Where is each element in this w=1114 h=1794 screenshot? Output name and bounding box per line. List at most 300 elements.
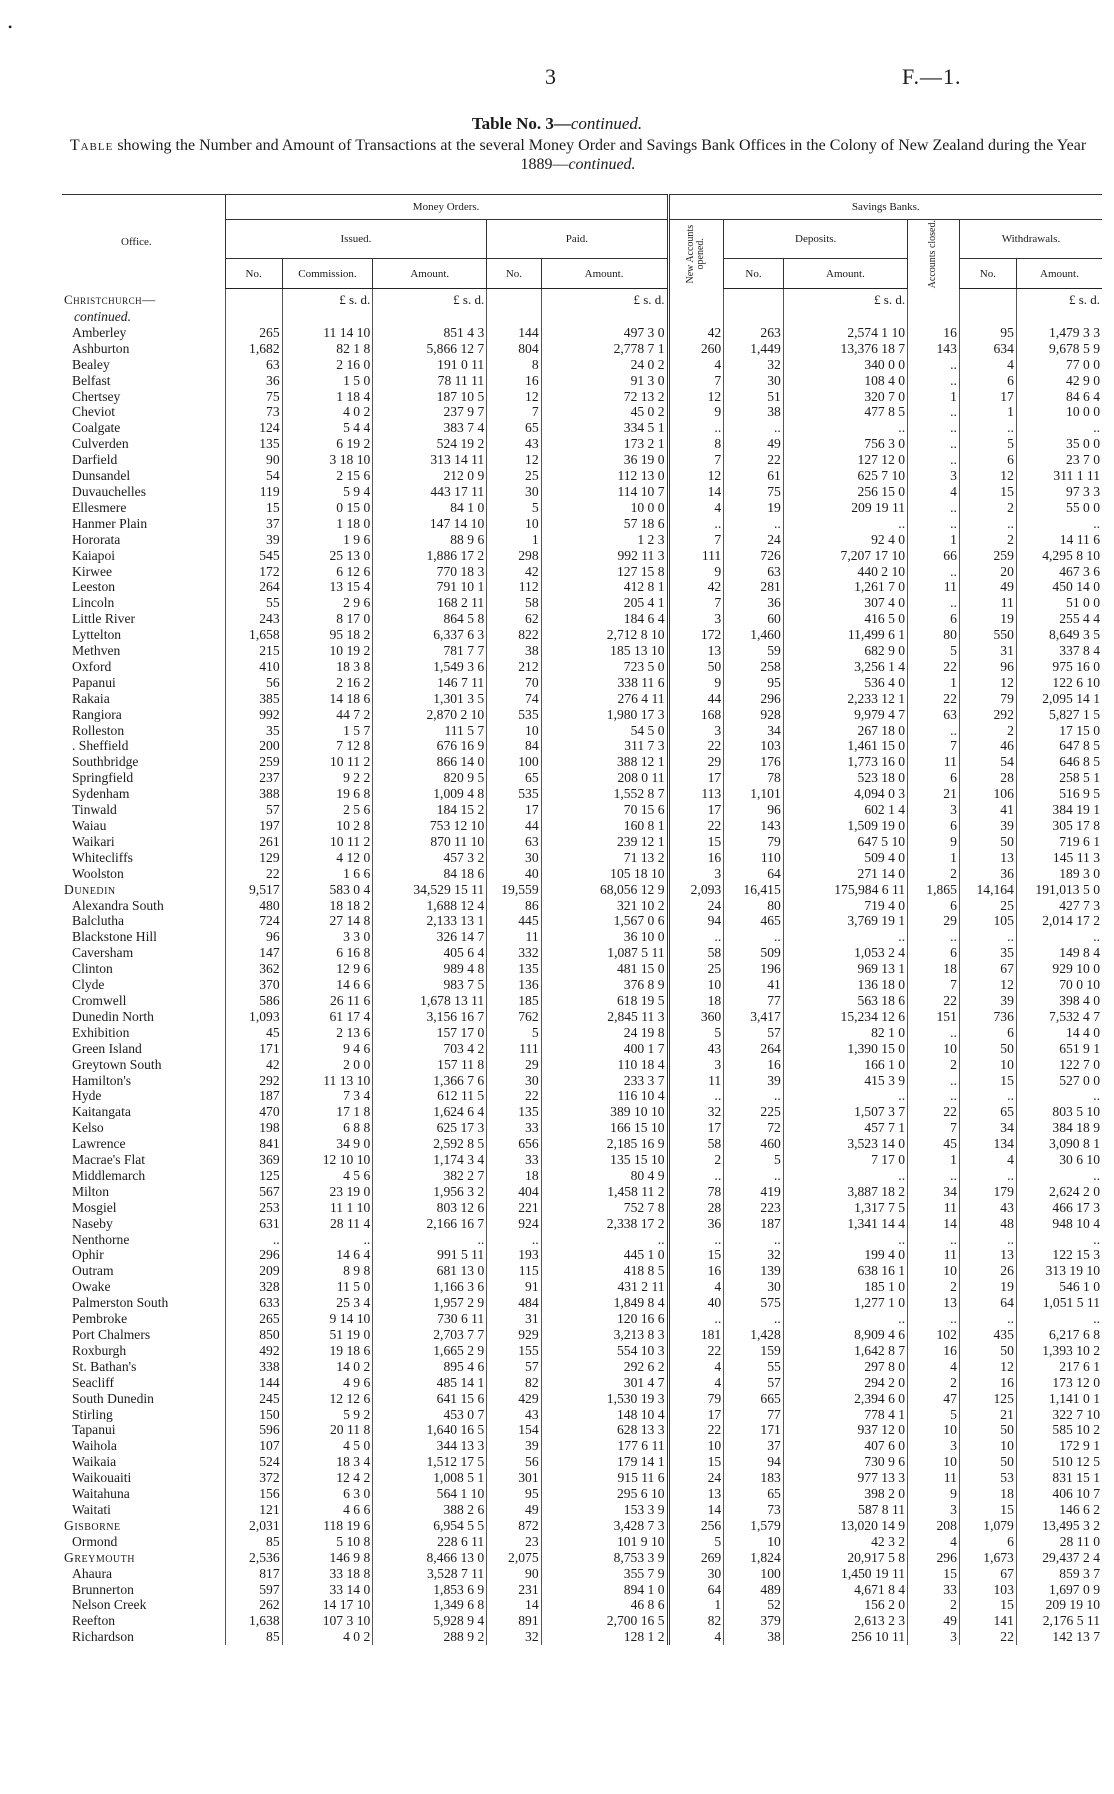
office-name xyxy=(62,929,225,945)
paid-no-cell: 762 xyxy=(487,1009,541,1025)
paid-amount-cell: 1,552 8 7 xyxy=(541,786,668,802)
issued-commission-cell: 2 16 2 xyxy=(282,675,373,691)
paid-no-cell: 10 xyxy=(487,516,541,532)
deposits-no-cell: 75 xyxy=(724,484,784,500)
issued-amount-cell: 405 6 4 xyxy=(373,945,487,961)
paid-no-cell: 8 xyxy=(487,357,541,373)
paid-no-cell: 100 xyxy=(487,754,541,770)
issued-commission-cell: 7 3 4 xyxy=(282,1088,373,1104)
office-header: Office. xyxy=(62,195,225,289)
office-name-text: Ashburton xyxy=(72,340,130,356)
office-name-text: Amberley xyxy=(72,324,127,340)
table-row xyxy=(62,786,1102,802)
deposits-no-cell: 171 xyxy=(724,1422,784,1438)
new-accounts-cell: 9 xyxy=(668,675,724,691)
accounts-closed-cell: 22 xyxy=(908,1104,960,1120)
paid-no-cell: 10 xyxy=(487,723,541,739)
accounts-closed-cell: 11 xyxy=(908,1470,960,1486)
deposits-no-cell: 379 xyxy=(724,1613,784,1629)
paid-amount-cell: 116 10 4 xyxy=(541,1088,668,1104)
issued-no-cell: 338 xyxy=(225,1359,282,1375)
issued-commission-cell: 25 3 4 xyxy=(282,1295,373,1311)
deposits-amount-cell: .. xyxy=(783,1311,907,1327)
deposits-amount-cell: 563 18 6 xyxy=(783,993,907,1009)
withdrawals-no-cell: 36 xyxy=(959,866,1016,882)
office-name xyxy=(62,1168,225,1184)
withdrawals-no-cell: 103 xyxy=(959,1582,1016,1598)
paid-amount-cell: 8,753 3 9 xyxy=(541,1550,668,1566)
office-name-text: Brunnerton xyxy=(72,1581,134,1597)
issued-amount-cell: 803 12 6 xyxy=(373,1200,487,1216)
withdrawals-no-cell: 259 xyxy=(959,548,1016,564)
office-name xyxy=(62,1486,225,1502)
accounts-closed-cell: 296 xyxy=(908,1550,960,1566)
withdrawals-no-cell: 6 xyxy=(959,373,1016,389)
accounts-closed-cell: 10 xyxy=(908,1422,960,1438)
withdrawals-no-cell: .. xyxy=(959,420,1016,436)
deposits-no-cell: 281 xyxy=(724,579,784,595)
withdrawals-no-cell: 26 xyxy=(959,1263,1016,1279)
deposits-amount-cell: 1,642 8 7 xyxy=(783,1343,907,1359)
office-name xyxy=(62,913,225,929)
issued-commission-cell: 51 19 0 xyxy=(282,1327,373,1343)
withdrawals-no-cell: 736 xyxy=(959,1009,1016,1025)
office-name xyxy=(62,1629,225,1645)
new-accounts-cell: 79 xyxy=(668,1391,724,1407)
office-name xyxy=(62,1152,225,1168)
new-accounts-cell: 50 xyxy=(668,659,724,675)
withdrawals-amount-cell: 4,295 8 10 xyxy=(1016,548,1102,564)
issued-no-cell: 261 xyxy=(225,834,282,850)
paid-no-cell: 221 xyxy=(487,1200,541,1216)
deposits-header: Deposits. xyxy=(724,220,908,259)
new-accounts-cell: 181 xyxy=(668,1327,724,1343)
paid-amount-cell: 1,980 17 3 xyxy=(541,707,668,723)
issued-commission-cell: 10 2 8 xyxy=(282,818,373,834)
new-accounts-cell: 28 xyxy=(668,1200,724,1216)
deposits-amount-cell: .. xyxy=(783,929,907,945)
table-row xyxy=(62,1629,1102,1645)
issued-amount-cell: 612 11 5 xyxy=(373,1088,487,1104)
paid-amount-cell: 1,458 11 2 xyxy=(541,1184,668,1200)
deposits-no-cell: 80 xyxy=(724,898,784,914)
paid-amount-cell: 36 10 0 xyxy=(541,929,668,945)
table-row xyxy=(62,1407,1102,1423)
paid-no-cell: 891 xyxy=(487,1613,541,1629)
accounts-closed-cell: 16 xyxy=(908,325,960,341)
paid-no-cell: 29 xyxy=(487,1057,541,1073)
paid-no-cell: 56 xyxy=(487,1454,541,1470)
issued-commission-cell: 1 5 0 xyxy=(282,373,373,389)
issued-commission-cell: 10 19 2 xyxy=(282,643,373,659)
office-name-text: Lyttelton xyxy=(72,627,122,643)
issued-no-cell: 480 xyxy=(225,898,282,914)
issued-amount-cell: 1,678 13 11 xyxy=(373,993,487,1009)
issued-amount-cell: 168 2 11 xyxy=(373,595,487,611)
issued-commission-cell: 6 16 8 xyxy=(282,945,373,961)
withdrawals-no-cell: 12 xyxy=(959,675,1016,691)
accounts-closed-cell: 6 xyxy=(908,945,960,961)
issued-amount-cell: 6,337 6 3 xyxy=(373,627,487,643)
paid-amount-cell: 120 16 6 xyxy=(541,1311,668,1327)
office-name-text: Owake xyxy=(72,1279,111,1295)
issued-amount-cell: 146 7 11 xyxy=(373,675,487,691)
paid-no-cell: 872 xyxy=(487,1518,541,1534)
issued-no-cell: 850 xyxy=(225,1327,282,1343)
deposits-amount-cell: 2,394 6 0 xyxy=(783,1391,907,1407)
withdrawals-amount-cell: 305 17 8 xyxy=(1016,818,1102,834)
office-name xyxy=(62,945,225,961)
withdrawals-no-cell: .. xyxy=(959,1311,1016,1327)
withdrawals-no-cell: 49 xyxy=(959,579,1016,595)
deposits-no-cell: 187 xyxy=(724,1216,784,1232)
paid-amount-cell: 295 6 10 xyxy=(541,1486,668,1502)
office-name-text: South Dunedin xyxy=(72,1390,154,1406)
issued-no-cell: 369 xyxy=(225,1152,282,1168)
paid-amount-cell: 112 13 0 xyxy=(541,468,668,484)
office-name-text: Oxford xyxy=(72,658,112,674)
new-accounts-cell: 12 xyxy=(668,389,724,405)
blank-cell xyxy=(487,309,541,325)
deposits-amount-cell: 20,917 5 8 xyxy=(783,1550,907,1566)
office-name-text: Rolleston xyxy=(72,722,125,738)
issued-no-cell: 63 xyxy=(225,357,282,373)
new-accounts-cell: .. xyxy=(668,516,724,532)
office-name xyxy=(62,1247,225,1263)
office-name xyxy=(62,1343,225,1359)
issued-no-cell: .. xyxy=(225,1232,282,1248)
table-row xyxy=(62,436,1102,452)
withdrawals-no-cell: 179 xyxy=(959,1184,1016,1200)
paid-amount-cell: 2,778 7 1 xyxy=(541,341,668,357)
issued-no-cell: 15 xyxy=(225,500,282,516)
issued-commission-cell: 11 14 10 xyxy=(282,325,373,341)
withdrawals-no-cell: 31 xyxy=(959,643,1016,659)
issued-no-cell: 197 xyxy=(225,818,282,834)
issued-commission-cell: 18 3 8 xyxy=(282,659,373,675)
issued-amount-cell: 2,870 2 10 xyxy=(373,707,487,723)
withdrawals-amount-cell: 10 0 0 xyxy=(1016,404,1102,420)
new-accounts-cell: 3 xyxy=(668,866,724,882)
paid-amount-cell: 205 4 1 xyxy=(541,595,668,611)
withdrawals-amount-cell: 313 19 10 xyxy=(1016,1263,1102,1279)
deposits-no-cell: 1,579 xyxy=(724,1518,784,1534)
paid-amount-cell: 915 11 6 xyxy=(541,1470,668,1486)
deposits-amount-cell: 256 15 0 xyxy=(783,484,907,500)
withdrawals-no-cell: 125 xyxy=(959,1391,1016,1407)
currency-cell xyxy=(724,289,784,310)
deposits-no-cell: 72 xyxy=(724,1120,784,1136)
table-title: Table No. 3—continued. xyxy=(471,114,643,133)
issued-amount-cell: 681 13 0 xyxy=(373,1263,487,1279)
deposits-no-cell: 139 xyxy=(724,1263,784,1279)
deposits-amount-cell: 415 3 9 xyxy=(783,1073,907,1089)
withdrawals-amount-cell: 1,141 0 1 xyxy=(1016,1391,1102,1407)
deposits-no-cell: 10 xyxy=(724,1534,784,1550)
office-name xyxy=(62,564,225,580)
paid-amount-cell: 481 15 0 xyxy=(541,961,668,977)
paid-no-cell: 154 xyxy=(487,1422,541,1438)
deposits-no-cell: .. xyxy=(724,516,784,532)
savings-banks-header: Savings Banks. xyxy=(668,195,1102,220)
accounts-closed-cell: 11 xyxy=(908,754,960,770)
withdrawals-amount-cell: 28 11 0 xyxy=(1016,1534,1102,1550)
office-name-text: Alexandra South xyxy=(72,897,164,913)
new-accounts-cell: .. xyxy=(668,929,724,945)
deposits-amount-cell: 11,499 6 1 xyxy=(783,627,907,643)
accounts-closed-cell: .. xyxy=(908,357,960,373)
issued-commission-cell: 6 19 2 xyxy=(282,436,373,452)
paid-no-cell: 30 xyxy=(487,850,541,866)
issued-amount-cell: 6,954 5 5 xyxy=(373,1518,487,1534)
paid-amount-cell: 148 10 4 xyxy=(541,1407,668,1423)
issued-amount-cell: 753 12 10 xyxy=(373,818,487,834)
new-accounts-cell: 17 xyxy=(668,1407,724,1423)
issued-amount-cell: 88 9 6 xyxy=(373,532,487,548)
issued-amount-cell: 1,366 7 6 xyxy=(373,1073,487,1089)
office-name xyxy=(62,1216,225,1232)
accounts-closed-cell: 29 xyxy=(908,913,960,929)
office-name xyxy=(62,611,225,627)
deposits-amount-cell: .. xyxy=(783,1168,907,1184)
withdrawals-amount-cell: 77 0 0 xyxy=(1016,357,1102,373)
deposits-amount-cell: 756 3 0 xyxy=(783,436,907,452)
office-name xyxy=(62,1136,225,1152)
new-accounts-cell: 11 xyxy=(668,1073,724,1089)
accounts-closed-cell: 1,865 xyxy=(908,882,960,898)
deposits-amount-cell: 416 5 0 xyxy=(783,611,907,627)
deposits-amount-cell: 199 4 0 xyxy=(783,1247,907,1263)
office-name-text: Roxburgh xyxy=(72,1342,127,1358)
paid-no-cell: 5 xyxy=(487,1025,541,1041)
office-name-text: Chertsey xyxy=(72,388,121,404)
new-accounts-cell: .. xyxy=(668,1168,724,1184)
withdrawals-no-header: No. xyxy=(959,259,1016,289)
paid-no-cell: 33 xyxy=(487,1120,541,1136)
issued-amount-cell: 1,665 2 9 xyxy=(373,1343,487,1359)
withdrawals-no-cell: 64 xyxy=(959,1295,1016,1311)
accounts-closed-cell: 10 xyxy=(908,1454,960,1470)
office-name xyxy=(62,1120,225,1136)
withdrawals-no-cell: 106 xyxy=(959,786,1016,802)
withdrawals-no-cell: 14,164 xyxy=(959,882,1016,898)
withdrawals-no-cell: 34 xyxy=(959,1120,1016,1136)
office-name xyxy=(62,675,225,691)
office-name xyxy=(62,1407,225,1423)
new-accounts-cell: 4 xyxy=(668,1629,724,1645)
deposits-no-cell: 1,460 xyxy=(724,627,784,643)
office-name-text: Kelso xyxy=(72,1120,104,1136)
withdrawals-no-cell: 141 xyxy=(959,1613,1016,1629)
table-caption: Table showing the Number and Amount of Transactions at the several Money Order and Savings Bank Offices in the Colony of New Zealand during the Year 1889—continued. xyxy=(69,137,1087,173)
deposits-amount-cell: 7 17 0 xyxy=(783,1152,907,1168)
new-accounts-cell: 22 xyxy=(668,1343,724,1359)
withdrawals-amount-cell: 384 19 1 xyxy=(1016,802,1102,818)
deposits-no-cell: 30 xyxy=(724,373,784,389)
paid-no-cell: 12 xyxy=(487,389,541,405)
withdrawals-no-cell: 15 xyxy=(959,1597,1016,1613)
issued-amount-cell: 781 7 7 xyxy=(373,643,487,659)
new-accounts-cell: 8 xyxy=(668,436,724,452)
withdrawals-amount-cell: 398 4 0 xyxy=(1016,993,1102,1009)
issued-amount-cell: 851 4 3 xyxy=(373,325,487,341)
accounts-closed-cell: 22 xyxy=(908,993,960,1009)
currency-cell: £ s. d. xyxy=(1016,289,1102,310)
accounts-closed-cell: 9 xyxy=(908,1486,960,1502)
deposits-no-cell: 94 xyxy=(724,1454,784,1470)
deposits-amount-cell: 730 9 6 xyxy=(783,1454,907,1470)
new-accounts-cell: 17 xyxy=(668,770,724,786)
table-row xyxy=(62,564,1102,580)
new-accounts-cell: 14 xyxy=(668,1502,724,1518)
new-accounts-cell: 260 xyxy=(668,341,724,357)
deposits-no-cell: 61 xyxy=(724,468,784,484)
new-accounts-cell: 4 xyxy=(668,1359,724,1375)
withdrawals-no-cell: 6 xyxy=(959,452,1016,468)
paid-amount-cell: 70 15 6 xyxy=(541,802,668,818)
office-name xyxy=(62,882,225,898)
issued-amount-cell: 344 13 3 xyxy=(373,1438,487,1454)
withdrawals-amount-cell: 189 3 0 xyxy=(1016,866,1102,882)
issued-no-cell: 724 xyxy=(225,913,282,929)
deposits-amount-cell: 108 4 0 xyxy=(783,373,907,389)
paid-no-header: No. xyxy=(487,259,541,289)
office-name xyxy=(62,1025,225,1041)
office-name-text: Nelson Creek xyxy=(72,1597,147,1613)
withdrawals-amount-cell: 322 7 10 xyxy=(1016,1407,1102,1423)
issued-amount-cell: 288 9 2 xyxy=(373,1629,487,1645)
issued-amount-cell: 866 14 0 xyxy=(373,754,487,770)
accounts-closed-cell: 5 xyxy=(908,643,960,659)
issued-amount-cell: 457 3 2 xyxy=(373,850,487,866)
withdrawals-amount-cell: 255 4 4 xyxy=(1016,611,1102,627)
new-accounts-cell: 172 xyxy=(668,627,724,643)
new-accounts-cell: 13 xyxy=(668,643,724,659)
issued-no-cell: 1,658 xyxy=(225,627,282,643)
withdrawals-amount-cell: .. xyxy=(1016,420,1102,436)
issued-commission-cell: 14 17 10 xyxy=(282,1597,373,1613)
issued-no-cell: 200 xyxy=(225,738,282,754)
issued-no-cell: 22 xyxy=(225,866,282,882)
office-name xyxy=(62,1232,225,1248)
withdrawals-amount-cell: 209 19 10 xyxy=(1016,1597,1102,1613)
withdrawals-amount-cell: 217 6 1 xyxy=(1016,1359,1102,1375)
accounts-closed-header: Accounts closed. xyxy=(908,220,960,289)
issued-amount-cell: 78 11 11 xyxy=(373,373,487,389)
new-accounts-cell: 360 xyxy=(668,1009,724,1025)
office-name xyxy=(62,1375,225,1391)
issued-amount-cell: 237 9 7 xyxy=(373,404,487,420)
issued-no-cell: 992 xyxy=(225,707,282,723)
paid-amount-cell: 445 1 0 xyxy=(541,1247,668,1263)
currency-cell xyxy=(225,289,282,310)
paid-amount-cell: 45 0 2 xyxy=(541,404,668,420)
accounts-closed-cell: .. xyxy=(908,723,960,739)
withdrawals-amount-cell: 585 10 2 xyxy=(1016,1422,1102,1438)
office-name xyxy=(62,786,225,802)
office-name-text: Cheviot xyxy=(72,404,116,420)
deposits-amount-cell: 1,053 2 4 xyxy=(783,945,907,961)
issued-amount-cell: 524 19 2 xyxy=(373,436,487,452)
accounts-closed-cell: 49 xyxy=(908,1613,960,1629)
paid-amount-cell: 71 13 2 xyxy=(541,850,668,866)
paid-amount-cell: 166 15 10 xyxy=(541,1120,668,1136)
deposits-no-cell: 96 xyxy=(724,802,784,818)
office-name-text: Methven xyxy=(72,643,121,659)
office-name xyxy=(62,1502,225,1518)
deposits-amount-cell: 1,317 7 5 xyxy=(783,1200,907,1216)
deposits-no-cell: 32 xyxy=(724,357,784,373)
paid-no-cell: 298 xyxy=(487,548,541,564)
table-row xyxy=(62,1454,1102,1470)
deposits-no-cell: 37 xyxy=(724,1438,784,1454)
office-name-text: Seacliff xyxy=(72,1374,115,1390)
new-accounts-cell: 94 xyxy=(668,913,724,929)
paid-no-cell: 42 xyxy=(487,564,541,580)
accounts-closed-cell: 14 xyxy=(908,1216,960,1232)
withdrawals-amount-cell: 466 17 3 xyxy=(1016,1200,1102,1216)
accounts-closed-cell: .. xyxy=(908,373,960,389)
transactions-table xyxy=(62,194,1102,1645)
issued-amount-cell: 641 15 6 xyxy=(373,1391,487,1407)
issued-no-cell: 1,093 xyxy=(225,1009,282,1025)
paid-amount-cell: 276 4 11 xyxy=(541,691,668,707)
deposits-no-cell: .. xyxy=(724,929,784,945)
paid-no-cell: 70 xyxy=(487,675,541,691)
issued-commission-cell: 20 11 8 xyxy=(282,1422,373,1438)
deposits-amount-cell: 297 8 0 xyxy=(783,1359,907,1375)
withdrawals-amount-cell: 30 6 10 xyxy=(1016,1152,1102,1168)
issued-no-cell: 45 xyxy=(225,1025,282,1041)
issued-commission-cell: 33 14 0 xyxy=(282,1582,373,1598)
office-continued xyxy=(62,309,225,325)
new-accounts-cell: 15 xyxy=(668,1454,724,1470)
office-name-text: Lincoln xyxy=(72,595,115,611)
office-name-text: Middlemarch xyxy=(72,1167,146,1183)
deposits-no-cell: 419 xyxy=(724,1184,784,1200)
deposits-amount-cell: 2,613 2 3 xyxy=(783,1613,907,1629)
deposits-amount-cell: 42 3 2 xyxy=(783,1534,907,1550)
office-name-text: Leeston xyxy=(72,579,116,595)
table-row xyxy=(62,738,1102,754)
deposits-amount-cell: 166 1 0 xyxy=(783,1057,907,1073)
issued-amount-cell: 2,166 16 7 xyxy=(373,1216,487,1232)
new-accounts-cell: .. xyxy=(668,1088,724,1104)
withdrawals-amount-cell: 14 11 6 xyxy=(1016,532,1102,548)
withdrawals-no-cell: 25 xyxy=(959,898,1016,914)
paid-amount-cell: 2,700 16 5 xyxy=(541,1613,668,1629)
deposits-amount-cell: 1,341 14 4 xyxy=(783,1216,907,1232)
table-row xyxy=(62,770,1102,786)
issued-commission-cell: 3 3 0 xyxy=(282,929,373,945)
office-name-text: Dunedin xyxy=(64,881,116,897)
issued-commission-cell: 18 18 2 xyxy=(282,898,373,914)
withdrawals-no-cell: 4 xyxy=(959,1152,1016,1168)
deposits-no-cell: 24 xyxy=(724,532,784,548)
table-row xyxy=(62,1375,1102,1391)
office-name-text: Hamilton's xyxy=(72,1072,132,1088)
office-name xyxy=(62,1057,225,1073)
withdrawals-amount-cell: 647 8 5 xyxy=(1016,738,1102,754)
table-row xyxy=(62,1216,1102,1232)
accounts-closed-cell: .. xyxy=(908,1073,960,1089)
issued-no-cell: 56 xyxy=(225,675,282,691)
deposits-no-cell: 39 xyxy=(724,1073,784,1089)
issued-amount-cell: 443 17 11 xyxy=(373,484,487,500)
issued-amount-cell: 625 17 3 xyxy=(373,1120,487,1136)
accounts-closed-cell: 4 xyxy=(908,484,960,500)
office-heading xyxy=(62,289,225,310)
